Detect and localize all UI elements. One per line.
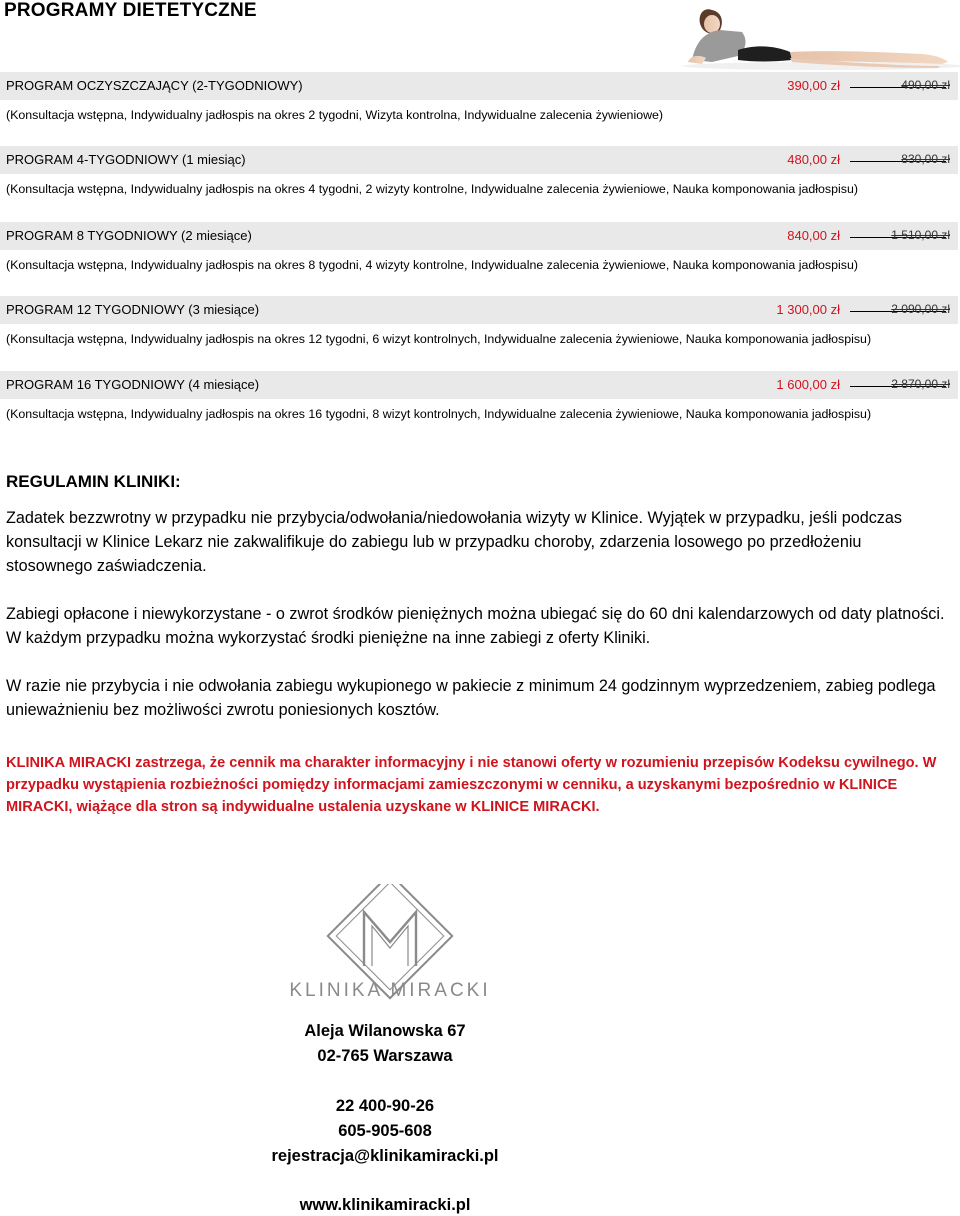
contact-city: 02-765 Warszawa [317,1047,453,1065]
contact-street: Aleja Wilanowska 67 [304,1022,466,1040]
program-details: (Konsultacja wstępna, Indywidualny jadłospis na okres 2 tygodni, Wizyta kontrolna, Indywidualne zalecenia żywieniowe) [6,108,664,122]
woman-photo [672,0,960,72]
disclaimer-text: KLINIKA MIRACKI zastrzega, że cennik ma charakter informacyjny i nie stanowi oferty w rozumieniu przepisów Kodeksu cywilnego. W przypadku wystąpienia rozbieżności pomiędzy informacjami zamieszczonymi w cenniku, a uzyskanymi bezpośrednio w KLINICE MIRACKI, wiążące dla stron są indywidualne ustalenia uzyskane w KLINICE MIRACKI. [6,755,937,815]
program-header-bar [0,146,958,174]
page-title: PROGRAMY DIETETYCZNE [4,0,257,21]
program-old-price: 490,00 zł [901,78,950,92]
contact-website[interactable]: www.klinikamiracki.pl [299,1196,471,1214]
regulations-title: REGULAMIN KLINIKI: [6,472,181,491]
program-price: 840,00 zł [787,228,840,243]
program-header-bar [0,371,958,399]
program-name: PROGRAM 12 TYGODNIOWY (3 miesiące) [6,302,260,317]
program-details: (Konsultacja wstępna, Indywidualny jadłospis na okres 12 tygodni, 6 wizyt kontrolnych, Indywidualne zalecenia żywieniowe, Nauka komponowania jadłospisu) [6,332,872,346]
regulation-paragraph: Zadatek bezzwrotny w przypadku nie przybycia/odwołania/niedowołania wizyty w Klinice. Wyjątek w przypadku, jeśli podczas konsultacji w Klinice Lekarz nie zakwalifikuje do zabiegu lub w przypadku choroby, zdarzenia losowego po przedłożeniu stosownego zaświadczenia. [6,509,902,575]
program-header-bar [0,296,958,324]
contact-phone-2: 605-905-608 [338,1122,432,1140]
program-details: (Konsultacja wstępna, Indywidualny jadłospis na okres 4 tygodni, 2 wizyty kontrolne, Indywidualne zalecenia żywieniowe, Nauka komponowania jadłospisu) [6,182,858,196]
program-old-price: 1 510,00 zł [891,228,950,242]
contact-email[interactable]: rejestracja@klinikamiracki.pl [271,1147,499,1165]
program-name: PROGRAM 4-TYGODNIOWY (1 miesiąc) [6,152,246,167]
program-price: 1 300,00 zł [776,302,840,317]
program-price: 1 600,00 zł [776,377,840,392]
program-old-price: 2 870,00 zł [891,377,950,391]
logo-text: KLINIKA MIRACKI [289,980,491,1001]
program-details: (Konsultacja wstępna, Indywidualny jadłospis na okres 8 tygodni, 4 wizyty kontrolne, Indywidualne zalecenia żywieniowe, Nauka komponowania jadłospisu) [6,258,858,272]
program-name: PROGRAM OCZYSZCZAJĄCY (2-TYGODNIOWY) [6,78,303,93]
program-old-price: 2 090,00 zł [891,302,950,316]
program-header-bar [0,222,958,250]
regulation-paragraph: Zabiegi opłacone i niewykorzystane - o zwrot środków pieniężnych można ubiegać się do 60 dni kalendarzowych od daty platności. W każdym przypadku można wykorzystać środki pieniężne na inne zabiegi z oferty Kliniki. [6,605,945,647]
regulation-paragraph: W razie nie przybycia i nie odwołania zabiegu wykupionego w pakiecie z minimum 24 godzinnym wyprzedzeniem, zabieg podlega unieważnieniu bez możliwości zwrotu poniesionych kosztów. [6,677,936,719]
program-name: PROGRAM 16 TYGODNIOWY (4 miesiące) [6,377,260,392]
program-old-price: 830,00 zł [901,152,950,166]
contact-phone-1: 22 400-90-26 [335,1097,435,1115]
program-name: PROGRAM 8 TYGODNIOWY (2 miesiące) [6,228,252,243]
program-header-bar [0,72,958,100]
program-details: (Konsultacja wstępna, Indywidualny jadłospis na okres 16 tygodni, 8 wizyt kontrolnych, Indywidualne zalecenia żywieniowe, Nauka komponowania jadłospisu) [6,407,872,421]
program-price: 480,00 zł [787,152,840,167]
program-price: 390,00 zł [787,78,840,93]
